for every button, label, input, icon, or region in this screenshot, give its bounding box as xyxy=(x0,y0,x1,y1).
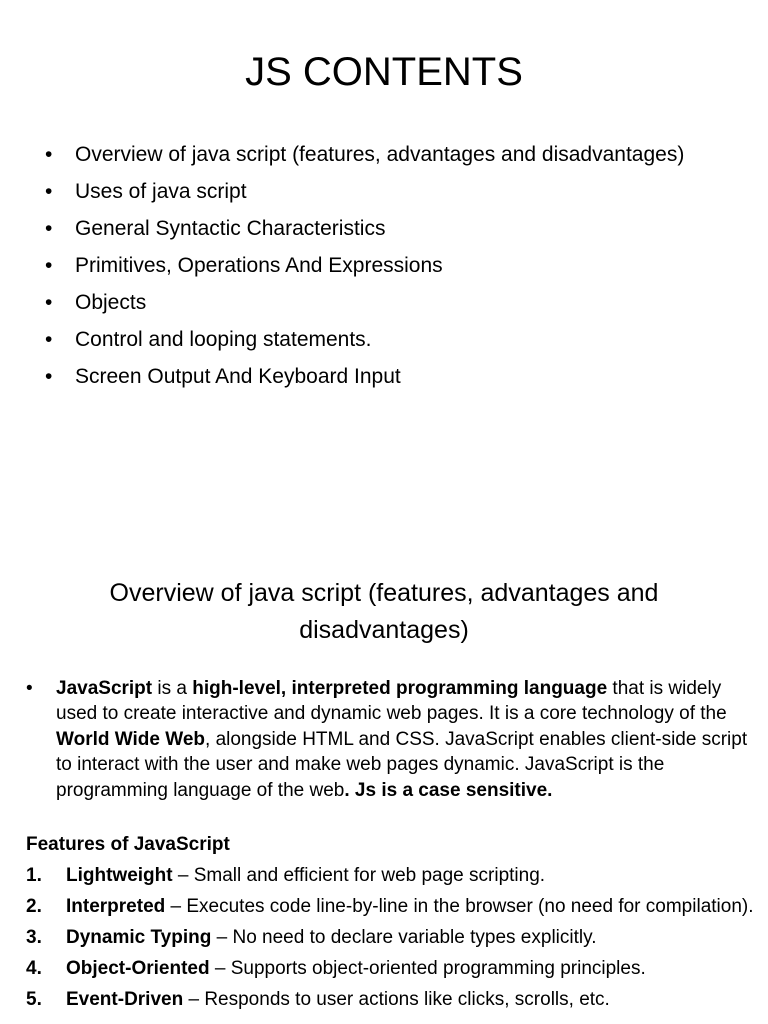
intro-text-segment: , alongside HTML and CSS. JavaScript enables client-side script to interact with the user and make web pages dynamic. JavaScript is the programming language of the web xyxy=(56,728,748,801)
feature-description: – Supports object-oriented programming principles. xyxy=(209,958,646,979)
feature-description: – No need to declare variable types explicitly. xyxy=(211,927,597,948)
list-item xyxy=(0,247,684,284)
list-item-text: General Syntactic Characteristics xyxy=(75,217,386,240)
intro-bold-case-sensitive: . Js is a case sensitive. xyxy=(344,779,553,801)
bullet-icon: • xyxy=(45,291,53,314)
list-item-text: Screen Output And Keyboard Input xyxy=(75,365,401,388)
feature-term: Object-Oriented xyxy=(66,958,210,979)
feature-term: Event-Driven xyxy=(66,989,184,1010)
list-item xyxy=(0,173,684,210)
intro-bold-definition: high-level, interpreted programming language xyxy=(192,678,608,699)
bullet-icon: • xyxy=(45,217,53,240)
intro-text-segment: is a xyxy=(152,678,193,699)
feature-number: 2. xyxy=(26,896,42,917)
feature-term: Lightweight xyxy=(66,865,173,886)
list-item xyxy=(0,284,684,321)
list-item xyxy=(0,136,684,173)
list-item-text: Overview of java script (features, advantages and disadvantages) xyxy=(75,143,685,166)
list-item-text: Control and looping statements. xyxy=(75,328,372,351)
bullet-icon: • xyxy=(45,180,53,203)
feature-number: 1. xyxy=(26,865,42,886)
feature-description: – Small and efficient for web page scripting. xyxy=(172,865,546,886)
feature-item xyxy=(26,894,754,919)
feature-description: – Responds to user actions like clicks, scrolls, etc. xyxy=(183,989,610,1010)
feature-term: Interpreted xyxy=(66,896,166,917)
bullet-icon: • xyxy=(45,143,53,166)
list-item-text: Primitives, Operations And Expressions xyxy=(75,254,443,277)
feature-term: Dynamic Typing xyxy=(66,927,212,948)
list-item xyxy=(0,321,684,358)
features-list xyxy=(26,863,754,1018)
slide-title: JS CONTENTS xyxy=(245,50,523,94)
intro-paragraph xyxy=(26,676,754,803)
feature-number: 3. xyxy=(26,927,42,948)
slide-title: Overview of java script (features, advantages and disadvantages) xyxy=(109,579,659,644)
intro-bold-www: World Wide Web xyxy=(56,728,206,750)
feature-item xyxy=(26,987,754,1012)
list-item xyxy=(0,210,684,247)
bullet-icon: • xyxy=(45,365,53,388)
feature-item xyxy=(26,925,754,950)
intro-bold-javascript: JavaScript xyxy=(56,678,153,699)
bullet-icon: • xyxy=(45,328,53,351)
feature-description: – Executes code line-by-line in the browser (no need for compilation). xyxy=(165,896,754,917)
feature-number: 4. xyxy=(26,958,42,979)
feature-item xyxy=(26,956,754,981)
feature-number: 5. xyxy=(26,989,42,1010)
features-heading: Features of JavaScript xyxy=(26,834,230,855)
list-item xyxy=(0,358,684,395)
intro-text-segment: that is widely used to create interactive and dynamic web pages. It is a core technology of the xyxy=(56,678,727,725)
feature-item xyxy=(26,863,754,888)
bullet-icon: • xyxy=(26,678,33,699)
bullet-icon: • xyxy=(45,254,53,277)
list-item-text: Objects xyxy=(75,291,147,314)
contents-list xyxy=(0,136,684,395)
list-item-text: Uses of java script xyxy=(75,180,247,203)
intro-text xyxy=(56,676,754,803)
